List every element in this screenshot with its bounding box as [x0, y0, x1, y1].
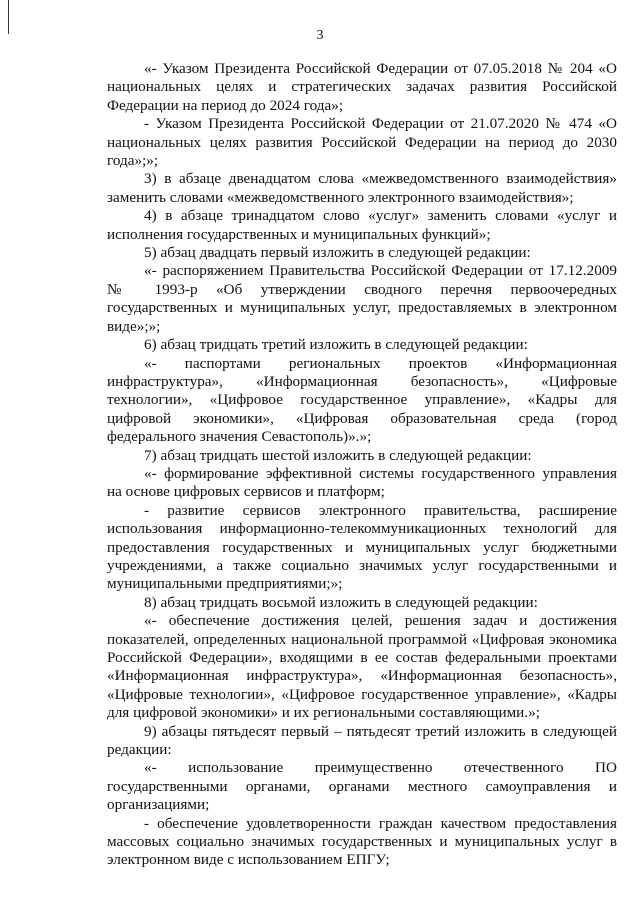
paragraph: 4) в абзаце тринадцатом слово «услуг» заменить словами «услуг и исполнения государственных и муниципальных функций»;: [107, 207, 617, 243]
document-body: [107, 60, 617, 870]
paragraph: - обеспечение удовлетворенности граждан качеством предоставления массовых социально значимых государственных и муниципальных услуг в электронном виде с использованием ЕПГУ;: [107, 814, 617, 869]
paragraph: «- формирование эффективной системы государственного управления на основе цифровых сервисов и платформ;: [107, 464, 617, 501]
paragraph: 3) в абзаце двенадцатом слова «межведомственного взаимодействия» заменить словами «межведомственного электронного взаимодействия»;: [107, 170, 617, 206]
paragraph: 7) абзац тридцать шестой изложить в следующей редакции:: [144, 446, 532, 464]
paragraph: 6) абзац тридцать третий изложить в следующей редакции:: [144, 336, 528, 354]
paragraph: - развитие сервисов электронного правительства, расширение использования информационно-телекоммуникационных технологий для предоставления государственных и муниципальных услуг бюджетными учреждениями, а также социально значимых услуг государственными и муниципальными предприятиями;»;: [107, 501, 617, 593]
paragraph: - Указом Президента Российской Федерации от 21.07.2020 № 474 «О национальных целях развития Российской Федерации на период до 2030 года»;»;: [107, 115, 617, 170]
paragraph: 5) абзац двадцать первый изложить в следующей редакции:: [144, 244, 531, 262]
paragraph: «- использование преимущественно отечественного ПО государственными органами, органами местного самоуправления и организациями;: [107, 759, 617, 814]
paragraph: «- Указом Президента Российской Федерации от 07.05.2018 № 204 «О национальных целях и стратегических задачах развития Российской Федерации на период до 2024 года»;: [107, 60, 617, 114]
paragraph: «- обеспечение достижения целей, решения задач и достижения показателей, определенных национальной программой «Цифровая экономика Российской Федерации», входящими в ее состав федеральными проектами «Информационная инфраструктура», «Информационная безопасность», «Цифровые технологии», «Цифровое государственное управление», «Кадры для цифровой экономики» и их региональными составляющими.»;: [107, 612, 617, 722]
page-number: 3: [316, 28, 324, 43]
paragraph: «- паспортами региональных проектов «Информационная инфраструктура», «Информационная безопасность», «Цифровые технологии», «Цифровое государственное управление», «Кадры для цифровой экономики», «Цифровая образовательная среда (город федерального значения Севастополь)».»;: [107, 354, 617, 446]
paragraph: 9) абзацы пятьдесят первый – пятьдесят третий изложить в следующей редакции:: [107, 722, 617, 759]
paragraph: 8) абзац тридцать восьмой изложить в следующей редакции:: [144, 593, 538, 611]
paragraph: «- распоряжением Правительства Российской Федерации от 17.12.2009 № 1993-р «Об утверждении сводного перечня первоочередных государственных и муниципальных услуг, предоставляемых в электронном виде»;»;: [107, 262, 617, 335]
